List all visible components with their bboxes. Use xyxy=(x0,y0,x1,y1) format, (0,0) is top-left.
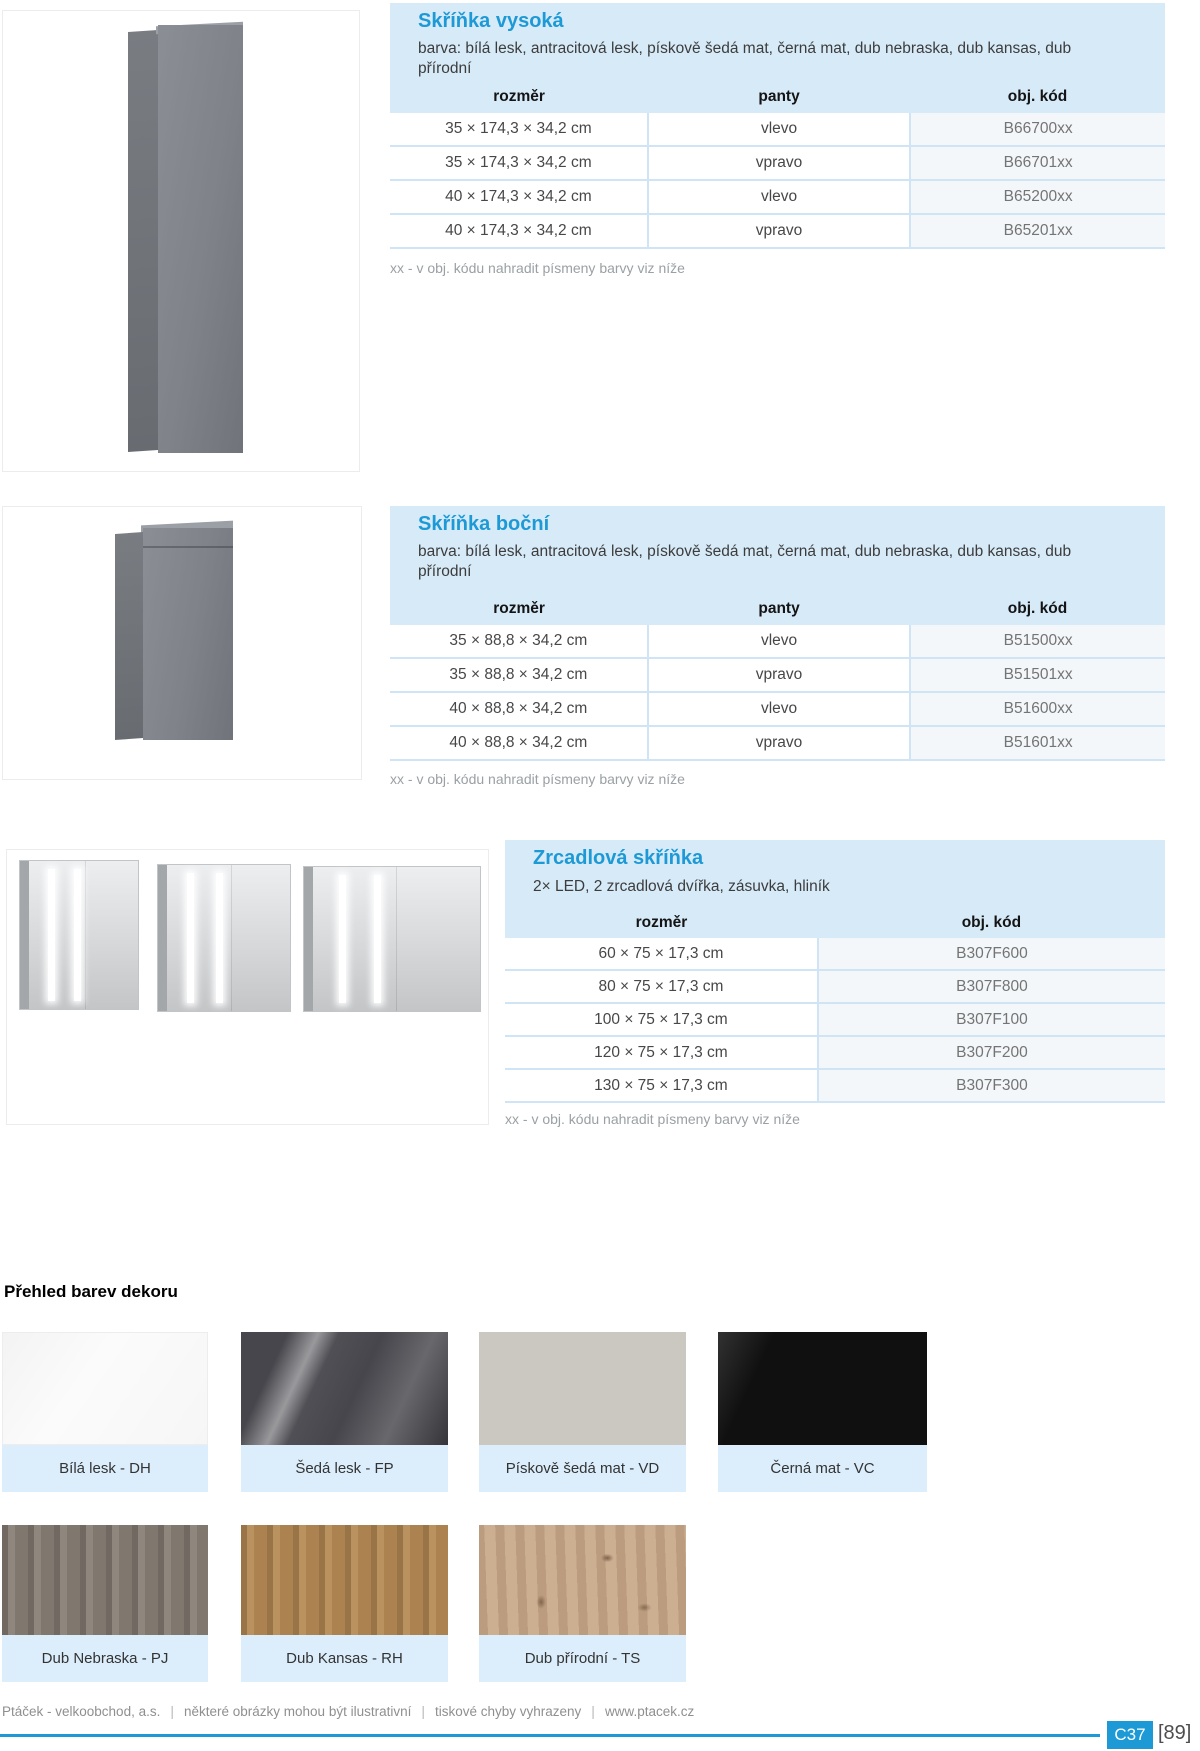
cell-kod: B307F800 xyxy=(817,971,1165,1002)
table-row xyxy=(390,625,1165,659)
decor-label: Bílá lesk - DH xyxy=(2,1445,208,1492)
footer-company: Ptáček - velkoobchod, a.s. xyxy=(2,1703,161,1719)
table-header-row xyxy=(390,593,1165,625)
mirror-cabinet-130 xyxy=(303,866,481,1012)
decor-tile-dub-nebraska xyxy=(2,1525,208,1682)
cell-rozmer: 40 × 88,8 × 34,2 cm xyxy=(449,734,588,751)
column-header-panty: panty xyxy=(758,600,800,617)
color-code-note: xx - v obj. kódu nahradit písmeny barvy viz níže xyxy=(390,260,685,276)
cell-kod: B66700xx xyxy=(909,113,1165,145)
column-header-kod: obj. kód xyxy=(961,914,1022,931)
section-side-cabinet-header xyxy=(390,506,1165,625)
cell-kod: B307F100 xyxy=(817,1004,1165,1035)
page-number: [89] xyxy=(1158,1722,1192,1744)
decor-label: Dub Kansas - RH xyxy=(241,1635,448,1682)
section-title: Zrcadlová skříňka xyxy=(533,847,704,869)
cell-rozmer: 100 × 75 × 17,3 cm xyxy=(594,1010,728,1028)
cell-rozmer: 120 × 75 × 17,3 cm xyxy=(594,1043,728,1061)
section-description: 2× LED, 2 zrcadlová dvířka, zásuvka, hliník xyxy=(533,878,830,895)
cell-panty: vlevo xyxy=(647,181,910,213)
cell-kod: B51600xx xyxy=(909,693,1165,725)
column-header-rozmer: rozměr xyxy=(635,914,688,931)
table-header-row xyxy=(505,908,1165,938)
footer-disclaimer-errors: tiskové chyby vyhrazeny xyxy=(434,1703,582,1719)
cell-rozmer: 35 × 174,3 × 34,2 cm xyxy=(445,120,592,137)
table-row xyxy=(505,1037,1165,1070)
decor-label: Dub přírodní - TS xyxy=(479,1635,686,1682)
mirror-cabinet-60 xyxy=(19,860,139,1010)
tall-cabinet-table xyxy=(390,113,1165,249)
table-row xyxy=(505,1070,1165,1103)
decor-heading: Přehled barev dekoru xyxy=(4,1282,178,1301)
decor-tile-dub-kansas xyxy=(241,1525,448,1682)
footer-disclaimer-images: některé obrázky mohou být ilustrativní xyxy=(183,1703,412,1719)
cell-kod: B65201xx xyxy=(909,215,1165,247)
cell-kod: B65200xx xyxy=(909,181,1165,213)
decor-label: Šedá lesk - FP xyxy=(241,1445,448,1492)
table-row xyxy=(390,147,1165,181)
table-row xyxy=(505,971,1165,1004)
cell-panty: vpravo xyxy=(647,215,910,247)
cell-panty: vpravo xyxy=(647,727,910,759)
swatch-white-gloss xyxy=(2,1332,208,1445)
column-header-kod: obj. kód xyxy=(1007,88,1068,105)
section-description: barva: bílá lesk, antracitová lesk, pískově šedá mat, černá mat, dub nebraska, dub kansas, dub přírodní xyxy=(418,40,1072,77)
cell-rozmer: 35 × 174,3 × 34,2 cm xyxy=(445,154,592,171)
decor-tile-cerna-mat xyxy=(718,1332,927,1492)
cell-kod: B51500xx xyxy=(909,625,1165,657)
cell-rozmer: 130 × 75 × 17,3 cm xyxy=(594,1076,728,1094)
side-cabinet-image xyxy=(2,506,362,780)
footer-rule xyxy=(0,1734,1100,1737)
table-row xyxy=(390,215,1165,249)
mirror-cabinet-table xyxy=(505,938,1165,1103)
cell-panty: vpravo xyxy=(647,147,910,179)
section-tall-cabinet-header xyxy=(390,3,1165,113)
footer-separator: | xyxy=(170,1703,174,1719)
side-cabinet-table xyxy=(390,625,1165,761)
cell-panty: vpravo xyxy=(647,659,910,691)
tall-cabinet-image xyxy=(2,10,360,472)
cell-kod: B307F200 xyxy=(817,1037,1165,1068)
decor-label: Dub Nebraska - PJ xyxy=(2,1635,208,1682)
side-cabinet-drawing xyxy=(115,521,237,751)
cell-kod: B307F300 xyxy=(817,1070,1165,1101)
decor-label: Pískově šedá mat - VD xyxy=(479,1445,686,1492)
swatch-oak-kansas xyxy=(241,1525,448,1635)
catalog-code-badge: C37 xyxy=(1107,1721,1153,1749)
cell-rozmer: 40 × 174,3 × 34,2 cm xyxy=(445,222,592,239)
section-title: Skříňka vysoká xyxy=(418,10,564,32)
section-description: barva: bílá lesk, antracitová lesk, pískově šedá mat, černá mat, dub nebraska, dub kansas, dub přírodní xyxy=(418,543,1072,580)
column-header-rozmer: rozměr xyxy=(493,600,545,617)
cell-kod: B51601xx xyxy=(909,727,1165,759)
cell-rozmer: 35 × 88,8 × 34,2 cm xyxy=(449,632,588,649)
cell-kod: B307F600 xyxy=(817,938,1165,969)
cell-panty: vlevo xyxy=(647,113,910,145)
table-row xyxy=(390,727,1165,761)
mirror-cabinet-80 xyxy=(157,864,291,1012)
decor-tile-bila-lesk xyxy=(2,1332,208,1492)
cell-rozmer: 40 × 88,8 × 34,2 cm xyxy=(449,700,588,717)
section-mirror-cabinet-header xyxy=(505,840,1165,938)
cell-panty: vlevo xyxy=(647,625,910,657)
color-code-note: xx - v obj. kódu nahradit písmeny barvy viz níže xyxy=(390,771,685,787)
cell-rozmer: 60 × 75 × 17,3 cm xyxy=(598,944,724,962)
table-row xyxy=(505,938,1165,971)
column-header-panty: panty xyxy=(758,88,800,105)
table-row xyxy=(390,181,1165,215)
decor-tile-dub-prirodni xyxy=(479,1525,686,1682)
cell-rozmer: 40 × 174,3 × 34,2 cm xyxy=(445,188,592,205)
section-title: Skříňka boční xyxy=(418,513,550,535)
decor-label: Černá mat - VC xyxy=(718,1445,927,1492)
table-row xyxy=(390,659,1165,693)
cell-panty: vlevo xyxy=(647,693,910,725)
decor-tile-piskove-seda xyxy=(479,1332,686,1492)
swatch-sand-grey-matt xyxy=(479,1332,686,1445)
column-header-rozmer: rozměr xyxy=(493,88,545,105)
table-row xyxy=(505,1004,1165,1037)
cell-kod: B66701xx xyxy=(909,147,1165,179)
tall-cabinet-drawing xyxy=(128,23,248,457)
decor-tile-seda-lesk xyxy=(241,1332,448,1492)
footer-website-link[interactable]: www.ptacek.cz xyxy=(604,1703,695,1719)
swatch-oak-natural xyxy=(479,1525,686,1635)
cell-kod: B51501xx xyxy=(909,659,1165,691)
cell-rozmer: 35 × 88,8 × 34,2 cm xyxy=(449,666,588,683)
footer-separator: | xyxy=(421,1703,425,1719)
swatch-black-matt xyxy=(718,1332,927,1445)
column-header-kod: obj. kód xyxy=(1007,600,1068,617)
footer-separator: | xyxy=(591,1703,595,1719)
swatch-grey-gloss xyxy=(241,1332,448,1445)
swatch-oak-nebraska xyxy=(2,1525,208,1635)
table-header-row xyxy=(390,81,1165,113)
mirror-cabinet-image xyxy=(6,849,489,1125)
cell-rozmer: 80 × 75 × 17,3 cm xyxy=(598,977,724,995)
footer xyxy=(2,1703,694,1719)
table-row xyxy=(390,693,1165,727)
color-code-note: xx - v obj. kódu nahradit písmeny barvy viz níže xyxy=(505,1111,800,1127)
table-row xyxy=(390,113,1165,147)
